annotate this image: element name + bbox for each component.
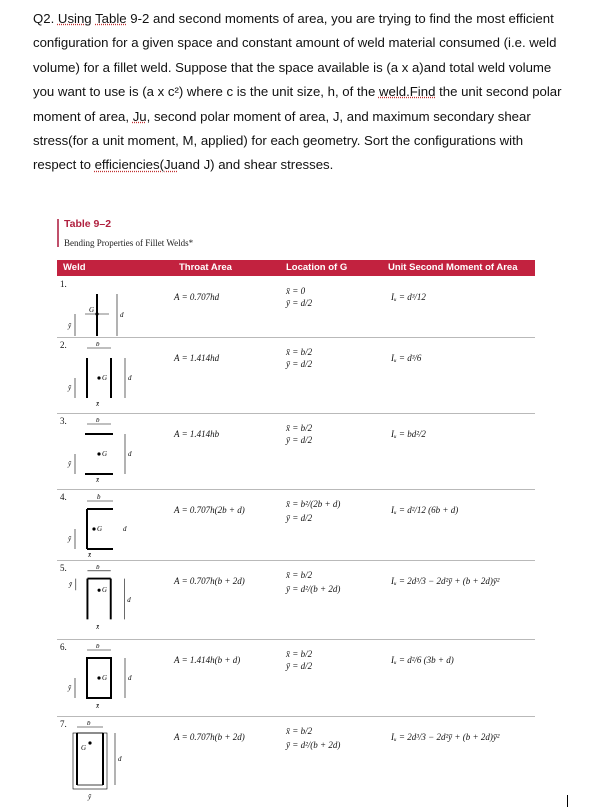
unit-moment: Iᵤ = d²/6 (3b + d) [391, 655, 454, 665]
throat-area: A = 1.414h(b + d) [174, 655, 241, 665]
location-g-y: ȳ = d²/(b + 2d) [286, 584, 341, 594]
question-part: 9-2 and second moments of area, you are trying to find the most efficient configuration for a given space and constant amount of weld material consumed (i.e. weld volume) for a fillet weld. Suppose that the space available is (a x a)and total weld volume you want to use is (a x c²) where c is the unit size, h, of the [33, 11, 557, 100]
row-number: 5. [60, 563, 67, 573]
weld-diagram-5 [67, 565, 137, 631]
weld-diagram-2 [67, 342, 137, 408]
question-part: the unit second polar moment of area, [33, 84, 562, 124]
location-g-y: ȳ = d/2 [286, 435, 313, 445]
unit-moment: Iᵤ = bd²/2 [391, 429, 426, 439]
svg-text:ȳ: ȳ [68, 460, 72, 468]
text-cursor [567, 795, 568, 807]
svg-text:d: d [120, 311, 124, 319]
throat-area: A = 1.414hb [174, 429, 220, 439]
table-row [57, 717, 535, 803]
throat-area: A = 0.707h(2b + d) [174, 505, 245, 515]
svg-text:x̄: x̄ [96, 476, 100, 484]
svg-text:d: d [127, 596, 131, 604]
table-row [57, 561, 535, 640]
weld-properties-table [57, 215, 537, 805]
question-part: Ju [132, 108, 147, 124]
table-row [57, 338, 535, 414]
weld-diagram-4 [67, 494, 137, 560]
table-row [57, 277, 535, 338]
location-g-x: x̄ = b/2 [286, 570, 313, 580]
question-part: and J) and shear stresses. [177, 157, 334, 173]
table-label: Table 9–2 [64, 218, 112, 230]
svg-text:b: b [97, 494, 101, 501]
question-part: Using [57, 11, 92, 26]
row-number: 7. [60, 719, 67, 729]
svg-text:G: G [102, 374, 108, 382]
table-header [57, 260, 535, 276]
table-row [57, 414, 535, 490]
throat-area: A = 0.707h(b + 2d) [174, 732, 245, 742]
question-part: , second polar moment of area, J, and maximum secondary shear stress(for a unit moment, M, applied) for each geometry. Sort the configurations with respect to [33, 108, 531, 173]
unit-moment: Iᵤ = d³/6 [391, 353, 422, 363]
svg-text:d: d [118, 755, 122, 763]
svg-text:ȳ: ȳ [69, 581, 73, 589]
question-part: efficiencies(Ju [94, 157, 178, 173]
row-number: 6. [60, 642, 67, 652]
svg-text:d: d [128, 374, 132, 382]
svg-text:G: G [102, 674, 108, 682]
location-g-x: x̄ = b/2 [286, 423, 313, 433]
throat-area: A = 0.707h(b + 2d) [174, 576, 245, 586]
unit-moment: Iᵤ = 2d³/3 − 2d²ȳ + (b + 2d)ȳ² [391, 732, 500, 742]
svg-text:ȳ: ȳ [68, 684, 72, 692]
unit-moment: Iᵤ = d²/12 (6b + d) [391, 505, 459, 515]
location-g-x: x̄ = b/2 [286, 649, 313, 659]
svg-text:x̄: x̄ [96, 624, 100, 631]
question-text [33, 7, 565, 178]
location-g-y: ȳ = d/2 [286, 298, 313, 308]
unit-moment: Iᵤ = 2d³/3 − 2d²ȳ + (b + 2d)ȳ² [391, 576, 500, 586]
table-accent-bar [57, 219, 59, 247]
svg-text:d: d [128, 674, 132, 682]
location-g-x: x̄ = b/2 [286, 726, 313, 736]
header-unit-second-moment: Unit Second Moment of Area [388, 262, 518, 273]
location-g-y: ȳ = d²/(b + 2d) [286, 740, 341, 750]
svg-text:d: d [123, 525, 127, 533]
table-row [57, 490, 535, 561]
location-g-x: x̄ = b/2 [286, 347, 313, 357]
location-g-y: ȳ = d/2 [286, 359, 313, 369]
question-part: weld.Find [378, 84, 436, 100]
row-number: 2. [60, 340, 67, 350]
svg-text:G: G [102, 587, 107, 595]
svg-text:b: b [87, 721, 91, 727]
svg-text:G: G [97, 525, 103, 533]
weld-diagram-3 [67, 418, 137, 484]
svg-text:ȳ: ȳ [88, 793, 92, 801]
throat-area: A = 1.414hd [174, 353, 220, 363]
svg-text:d: d [128, 450, 132, 458]
question-part: Q2. [33, 11, 58, 26]
svg-text:x̄: x̄ [96, 400, 100, 408]
svg-text:b: b [96, 418, 100, 424]
svg-text:ȳ: ȳ [68, 535, 72, 543]
location-g-x: x̄ = 0 [286, 286, 306, 296]
header-weld: Weld [63, 262, 86, 273]
location-g-y: ȳ = d/2 [286, 661, 313, 671]
svg-text:b: b [96, 565, 100, 571]
unit-moment: Iᵤ = d³/12 [391, 292, 426, 302]
svg-text:b: b [96, 342, 100, 348]
throat-area: A = 0.707hd [174, 292, 220, 302]
header-location-g: Location of G [286, 262, 348, 273]
svg-text:ȳ: ȳ [68, 384, 72, 392]
row-number: 4. [60, 492, 67, 502]
location-g-x: x̄ = b²/(2b + d) [286, 499, 341, 509]
weld-diagram-6 [67, 644, 137, 710]
row-number: 1. [60, 279, 67, 289]
table-row [57, 640, 535, 717]
svg-text:b: b [96, 644, 100, 650]
svg-text:x̄: x̄ [88, 551, 92, 559]
svg-text:G: G [89, 306, 95, 314]
row-number: 3. [60, 416, 67, 426]
svg-text:ȳ: ȳ [68, 322, 72, 330]
location-g-y: ȳ = d/2 [286, 513, 313, 523]
svg-text:G: G [102, 450, 108, 458]
weld-diagram-7 [67, 721, 137, 801]
question-part: Table [95, 11, 127, 26]
header-throat-area: Throat Area [179, 262, 232, 273]
svg-text:G: G [81, 744, 87, 752]
svg-text:x̄: x̄ [96, 702, 100, 710]
table-caption: Bending Properties of Fillet Welds* [64, 238, 194, 248]
